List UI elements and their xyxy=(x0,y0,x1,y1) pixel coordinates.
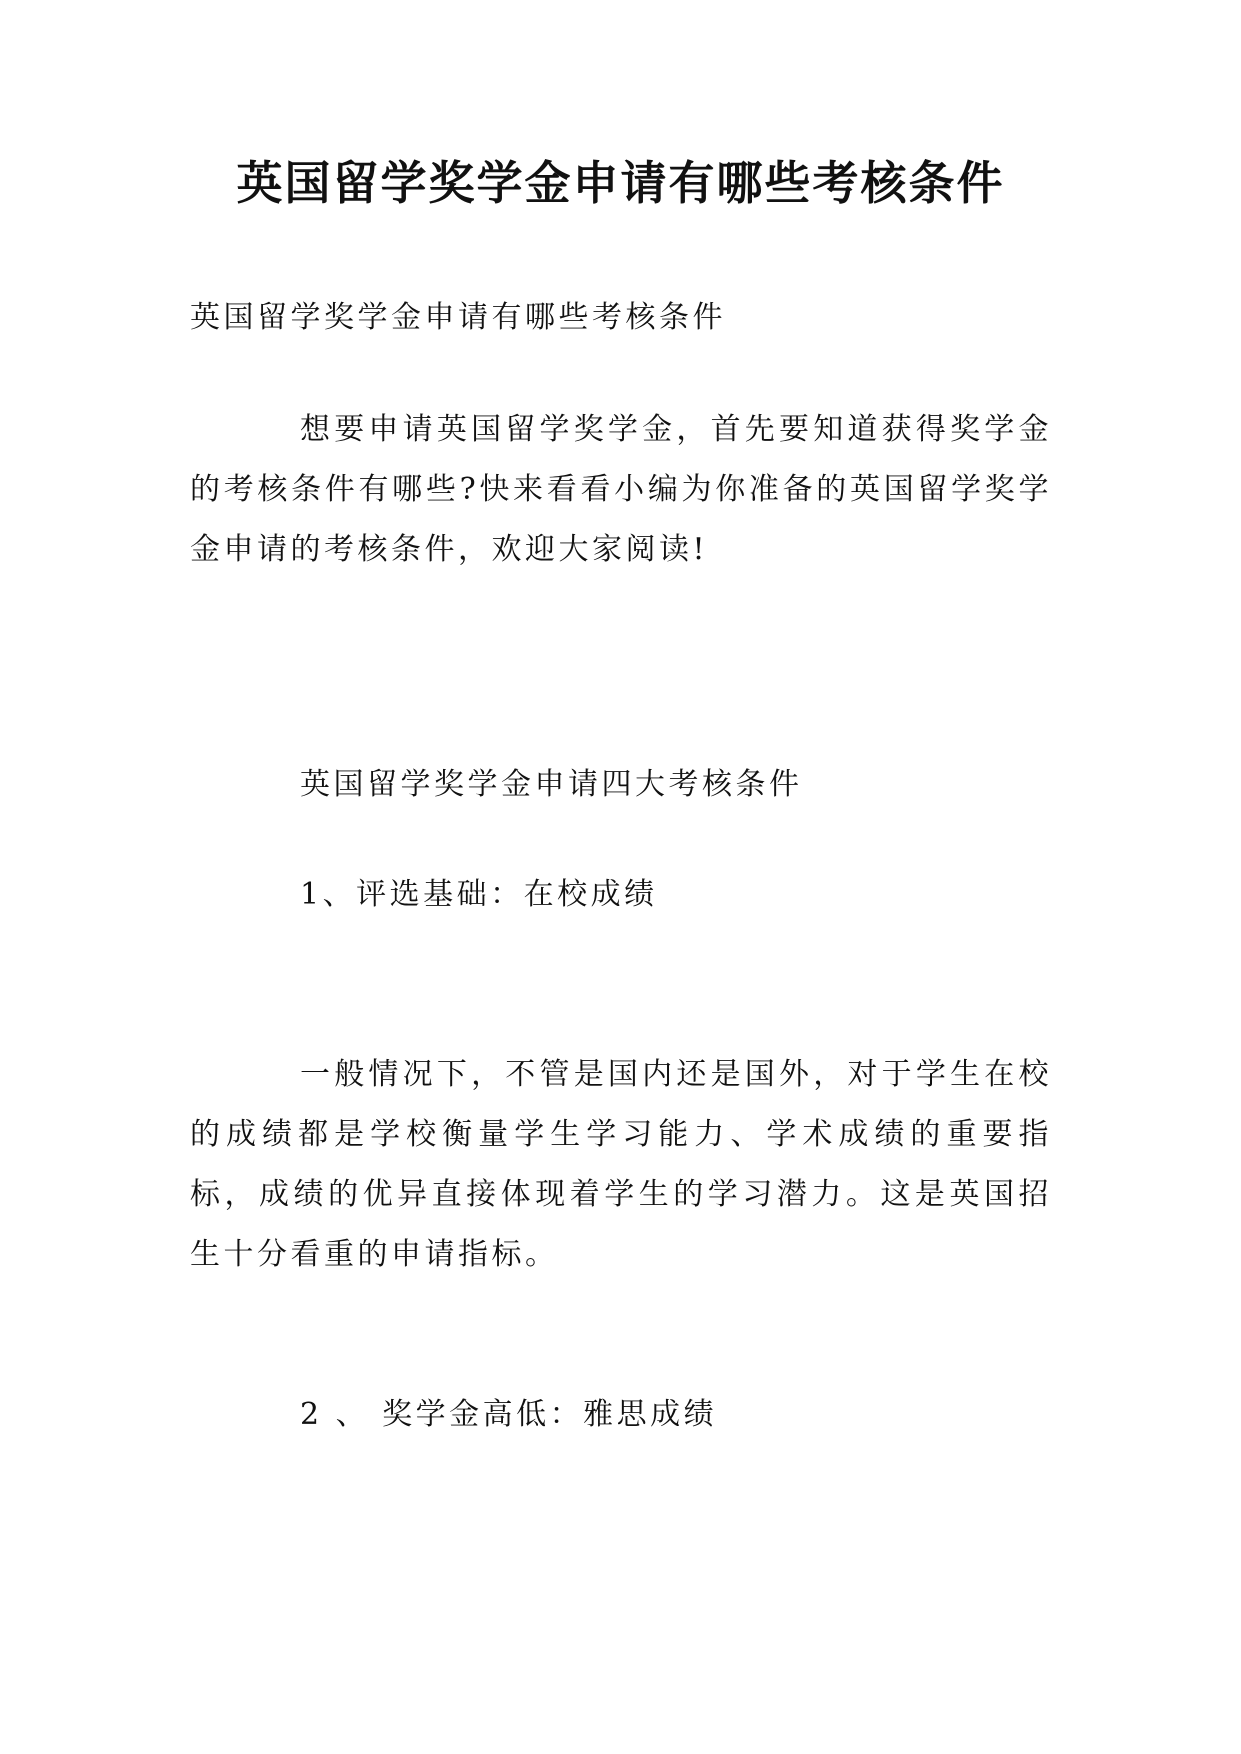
section-heading: 英国留学奖学金申请四大考核条件 xyxy=(300,767,803,802)
intro-paragraph: 想要申请英国留学奖学金，首先要知道获得奖学金的考核条件有哪些?快来看看小编为你准备的英国留学奖学金申请的考核条件，欢迎大家阅读! xyxy=(190,412,1052,567)
document-title: 英国留学奖学金申请有哪些考核条件 xyxy=(236,156,1005,210)
item-1-heading: 1、评选基础：在校成绩 xyxy=(300,877,658,912)
item-1-paragraph: 一般情况下，不管是国内还是国外，对于学生在校的成绩都是学校衡量学生学习能力、学术成绩的重要指标，成绩的优异直接体现着学生的学习潜力。这是英国招生十分看重的申请指标。 xyxy=(190,1057,1052,1272)
item-2-heading: 2 、 奖学金高低：雅思成绩 xyxy=(300,1397,718,1432)
document-subtitle: 英国留学奖学金申请有哪些考核条件 xyxy=(190,300,726,335)
